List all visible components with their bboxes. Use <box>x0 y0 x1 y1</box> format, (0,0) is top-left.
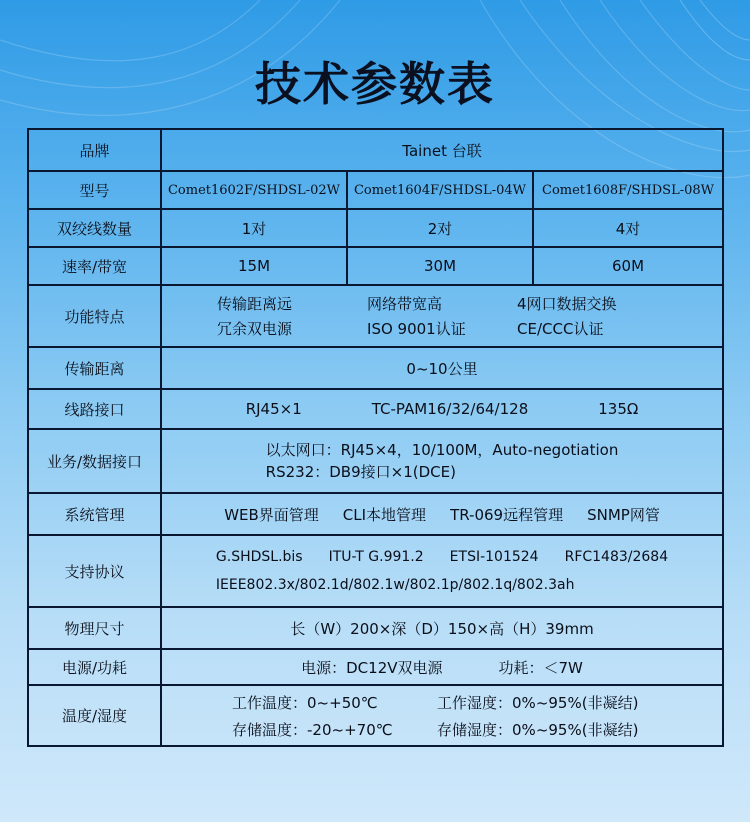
row-label: 支持协议 <box>28 535 161 607</box>
line-interface-cell <box>161 389 723 429</box>
rate-cell: 15M <box>161 247 347 285</box>
power-cell <box>161 649 723 685</box>
row-label: 功能特点 <box>28 285 161 347</box>
feature-item: ISO 9001认证 <box>367 320 466 338</box>
table-row <box>28 247 723 285</box>
table-row <box>28 649 723 685</box>
pairs-cell: 1对 <box>161 209 347 247</box>
table-row <box>28 129 723 171</box>
power-item: 功耗：＜7W <box>498 658 583 677</box>
row-label: 业务/数据接口 <box>28 429 161 493</box>
spec-table <box>27 128 724 747</box>
pairs-cell: 2对 <box>347 209 533 247</box>
pairs-cell: 4对 <box>533 209 723 247</box>
environment-item: 存储湿度：0%~95%(非凝结) <box>437 720 639 739</box>
management-cell <box>161 493 723 535</box>
protocol-item: ITU-T G.991.2 <box>328 549 424 565</box>
environment-cell <box>161 685 723 746</box>
management-item: SNMP网管 <box>587 505 660 524</box>
line-interface-item: TC-PAM16/32/64/128 <box>371 400 529 418</box>
feature-item: 传输距离远 <box>217 295 293 313</box>
model-cell: Comet1608F/SHDSL-08W <box>533 171 723 209</box>
feature-item: CE/CCC认证 <box>517 320 604 338</box>
service-interface-line: 以太网口：RJ45×4，10/100M，Auto-negotiation <box>265 441 619 459</box>
model-cell: Comet1602F/SHDSL-02W <box>161 171 347 209</box>
management-item: WEB界面管理 <box>224 505 319 524</box>
features-cell <box>161 285 723 347</box>
table-row <box>28 285 723 347</box>
model-cell: Comet1604F/SHDSL-04W <box>347 171 533 209</box>
table-row <box>28 493 723 535</box>
environment-item: 工作温度：0~+50℃ <box>232 693 378 712</box>
management-item: CLI本地管理 <box>342 505 427 524</box>
power-item: 电源：DC12V双电源 <box>301 658 443 677</box>
line-interface-item: RJ45×1 <box>245 400 302 418</box>
protocol-item: ETSI-101524 <box>449 549 539 565</box>
feature-item: 4网口数据交换 <box>517 295 617 313</box>
row-label: 双绞线数量 <box>28 209 161 247</box>
distance-value: 0~10公里 <box>161 347 723 389</box>
row-label: 电源/功耗 <box>28 649 161 685</box>
feature-item: 网络带宽高 <box>367 295 443 313</box>
table-row <box>28 685 723 746</box>
table-row <box>28 535 723 607</box>
row-label: 系统管理 <box>28 493 161 535</box>
table-row <box>28 347 723 389</box>
environment-item: 工作湿度：0%~95%(非凝结) <box>437 693 639 712</box>
table-row <box>28 607 723 649</box>
table-row <box>28 389 723 429</box>
service-interface-line: RS232：DB9接口×1(DCE) <box>265 463 456 481</box>
management-item: TR-069远程管理 <box>450 505 564 524</box>
protocol-item: G.SHDSL.bis <box>215 549 303 565</box>
rate-cell: 30M <box>347 247 533 285</box>
table-row <box>28 209 723 247</box>
size-value: 长（W）200×深（D）150×高（H）39mm <box>161 607 723 649</box>
protocol-line: IEEE802.3x/802.1d/802.1w/802.1p/802.1q/802.3ah <box>215 577 575 593</box>
row-label: 型号 <box>28 171 161 209</box>
service-interface-cell <box>161 429 723 493</box>
line-interface-item: 135Ω <box>598 400 639 418</box>
feature-item: 冗余双电源 <box>217 320 293 338</box>
row-label: 线路接口 <box>28 389 161 429</box>
rate-cell: 60M <box>533 247 723 285</box>
row-label: 物理尺寸 <box>28 607 161 649</box>
row-label: 品牌 <box>28 129 161 171</box>
row-label: 温度/湿度 <box>28 685 161 746</box>
row-label: 传输距离 <box>28 347 161 389</box>
protocol-item: RFC1483/2684 <box>564 549 669 565</box>
row-label: 速率/带宽 <box>28 247 161 285</box>
table-row <box>28 171 723 209</box>
table-row <box>28 429 723 493</box>
page-title: 技术参数表 <box>255 57 495 111</box>
protocols-cell <box>161 535 723 607</box>
brand-value: Tainet 台联 <box>161 129 723 171</box>
environment-item: 存储温度：-20~+70℃ <box>232 720 393 739</box>
